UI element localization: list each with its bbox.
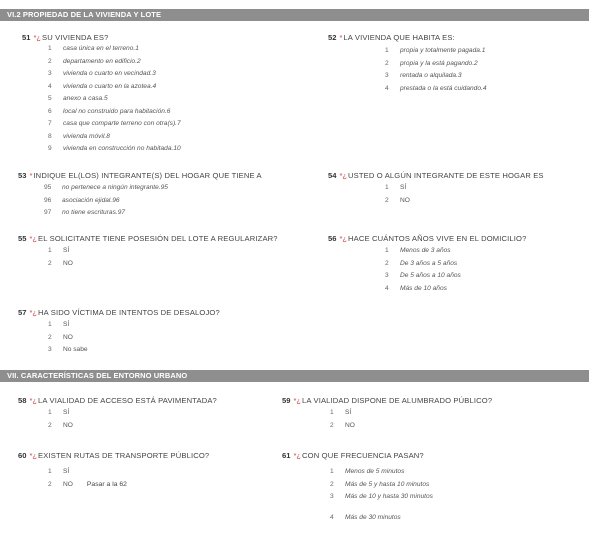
required-marker: *¿ — [29, 308, 38, 317]
option-item[interactable]: 4 Más de 10 años — [385, 284, 447, 292]
option-item[interactable]: 9 vivienda en construcción no habitada.10 — [48, 145, 181, 152]
option-item[interactable]: 3 rentada o alquilada.3 — [385, 72, 462, 79]
option-item[interactable]: 7 casa que comparte terreno con otra(s).7 — [48, 120, 181, 127]
question-number: 60 — [18, 451, 27, 460]
option-item[interactable]: 1 SÍ — [330, 409, 352, 416]
option-item[interactable]: 3 No sabe — [48, 346, 88, 353]
question-61 — [282, 451, 424, 461]
option-item[interactable]: 1 SÍ — [48, 468, 70, 475]
options-60 — [48, 466, 127, 491]
question-51 — [22, 33, 108, 43]
required-marker: *¿ — [29, 396, 38, 405]
option-item[interactable]: 8 vivienda móvil.8 — [48, 132, 110, 140]
question-number: 53 — [18, 171, 27, 180]
option-item[interactable]: 2 De 3 años a 5 años — [385, 259, 458, 267]
question-title: LA VIALIDAD DE ACCESO ESTÁ PAVIMENTADA? — [38, 396, 217, 405]
option-item[interactable]: 2 propia y la está pagando.2 — [385, 59, 478, 67]
question-number: 54 — [328, 171, 337, 180]
option-item[interactable]: 1 Menos de 5 minutos — [330, 468, 405, 475]
option-item[interactable]: 1 Menos de 3 años — [385, 247, 451, 254]
options-59 — [330, 407, 355, 432]
option-item[interactable]: 2 NO — [385, 196, 410, 204]
option-item[interactable]: 2 NO — [48, 421, 73, 429]
option-item[interactable]: 2 NO — [48, 333, 73, 341]
required-marker: *¿ — [339, 234, 348, 243]
options-55 — [48, 245, 73, 270]
option-item[interactable]: 2 NO Pasar a la 62 — [48, 480, 127, 488]
required-marker: * — [29, 171, 33, 180]
section-header-entorno: VII. CARACTERÍSTICAS DEL ENTORNO URBANO — [0, 370, 589, 382]
section-header-vivienda: VI.2 PROPIEDAD DE LA VIVIENDA Y LOTE — [0, 9, 589, 21]
question-53 — [18, 171, 262, 181]
question-59 — [282, 396, 492, 406]
option-item[interactable]: 3 vivienda o cuarto en vecindad.3 — [48, 70, 156, 77]
question-title: HA SIDO VÍCTIMA DE INTENTOS DE DESALOJO? — [38, 308, 220, 317]
option-item[interactable]: 1 SÍ — [48, 409, 70, 416]
question-title: SU VIVIENDA ES? — [42, 33, 109, 42]
question-number: 59 — [282, 396, 291, 405]
question-52 — [328, 33, 455, 43]
option-item[interactable]: 6 local no construido para habitación.6 — [48, 107, 171, 115]
question-title: USTED O ALGÚN INTEGRANTE DE ESTE HOGAR ES — [348, 171, 544, 180]
question-title: LA VIVIENDA QUE HABITA ES: — [343, 33, 455, 42]
question-title: LA VIALIDAD DISPONE DE ALUMBRADO PÚBLICO? — [302, 396, 493, 405]
option-item[interactable]: 1 SÍ — [385, 184, 407, 191]
option-item[interactable]: 1 SÍ — [48, 321, 70, 328]
option-item[interactable]: 1 casa única en el terreno.1 — [48, 45, 139, 52]
options-57 — [48, 319, 88, 357]
options-56 — [385, 245, 461, 295]
option-item[interactable]: 2 departamento en edificio.2 — [48, 57, 141, 65]
question-number: 51 — [22, 33, 31, 42]
options-58 — [48, 407, 73, 432]
option-item[interactable]: 3 Más de 10 y hasta 30 minutos — [330, 493, 433, 500]
skip-instruction: Pasar a la 62 — [86, 480, 127, 488]
question-title: HACE CUÁNTOS AÑOS VIVE EN EL DOMICILIO? — [348, 234, 527, 243]
question-58 — [18, 396, 217, 406]
options-51 — [48, 43, 181, 156]
question-number: 55 — [18, 234, 27, 243]
required-marker: *¿ — [293, 396, 302, 405]
question-54 — [328, 171, 544, 181]
option-item[interactable]: 1 propia y totalmente pagada.1 — [385, 47, 486, 54]
required-marker: *¿ — [293, 451, 302, 460]
question-title: CON QUE FRECUENCIA PASAN? — [302, 451, 424, 460]
question-title: EL SOLICITANTE TIENE POSESIÓN DEL LOTE A REGULARIZAR? — [38, 234, 278, 243]
required-marker: *¿ — [29, 451, 38, 460]
required-marker: * — [339, 33, 343, 42]
option-item[interactable]: 2 NO — [330, 421, 355, 429]
option-item[interactable]: 5 anexo a casa.5 — [48, 95, 108, 102]
question-number: 52 — [328, 33, 337, 42]
option-item[interactable]: 97 no tiene escrituras.97 — [44, 209, 126, 216]
required-marker: *¿ — [339, 171, 348, 180]
question-title: INDIQUE EL(LOS) INTEGRANTE(S) DEL HOGAR QUE TIENE A — [33, 171, 262, 180]
question-55 — [18, 234, 278, 244]
option-item[interactable]: 96 asociación ejidal.96 — [44, 196, 120, 204]
option-item[interactable]: 95 no pertenece a ningún integrante.95 — [44, 184, 168, 191]
question-60 — [18, 451, 209, 461]
question-number: 57 — [18, 308, 27, 317]
required-marker: *¿ — [29, 234, 38, 243]
question-57 — [18, 308, 220, 318]
options-54 — [385, 182, 410, 207]
question-title: EXISTEN RUTAS DE TRANSPORTE PÚBLICO? — [38, 451, 210, 460]
question-number: 58 — [18, 396, 27, 405]
question-56 — [328, 234, 527, 244]
option-item[interactable]: 2 NO — [48, 259, 73, 267]
option-item[interactable]: 3 De 5 años a 10 años — [385, 272, 461, 279]
option-item[interactable]: 4 Más de 30 minutos — [330, 513, 401, 521]
option-item[interactable]: 4 prestada o la está cuidando.4 — [385, 84, 487, 92]
required-marker: *¿ — [33, 33, 42, 42]
option-item[interactable]: 2 Más de 5 y hasta 10 minutos — [330, 480, 430, 488]
question-number: 56 — [328, 234, 337, 243]
question-number: 61 — [282, 451, 291, 460]
options-61 — [330, 466, 433, 524]
option-item[interactable]: 4 vivienda o cuarto en la azotea.4 — [48, 82, 157, 90]
option-item[interactable]: 1 SÍ — [48, 247, 70, 254]
options-53 — [44, 182, 168, 220]
options-52 — [385, 45, 487, 95]
